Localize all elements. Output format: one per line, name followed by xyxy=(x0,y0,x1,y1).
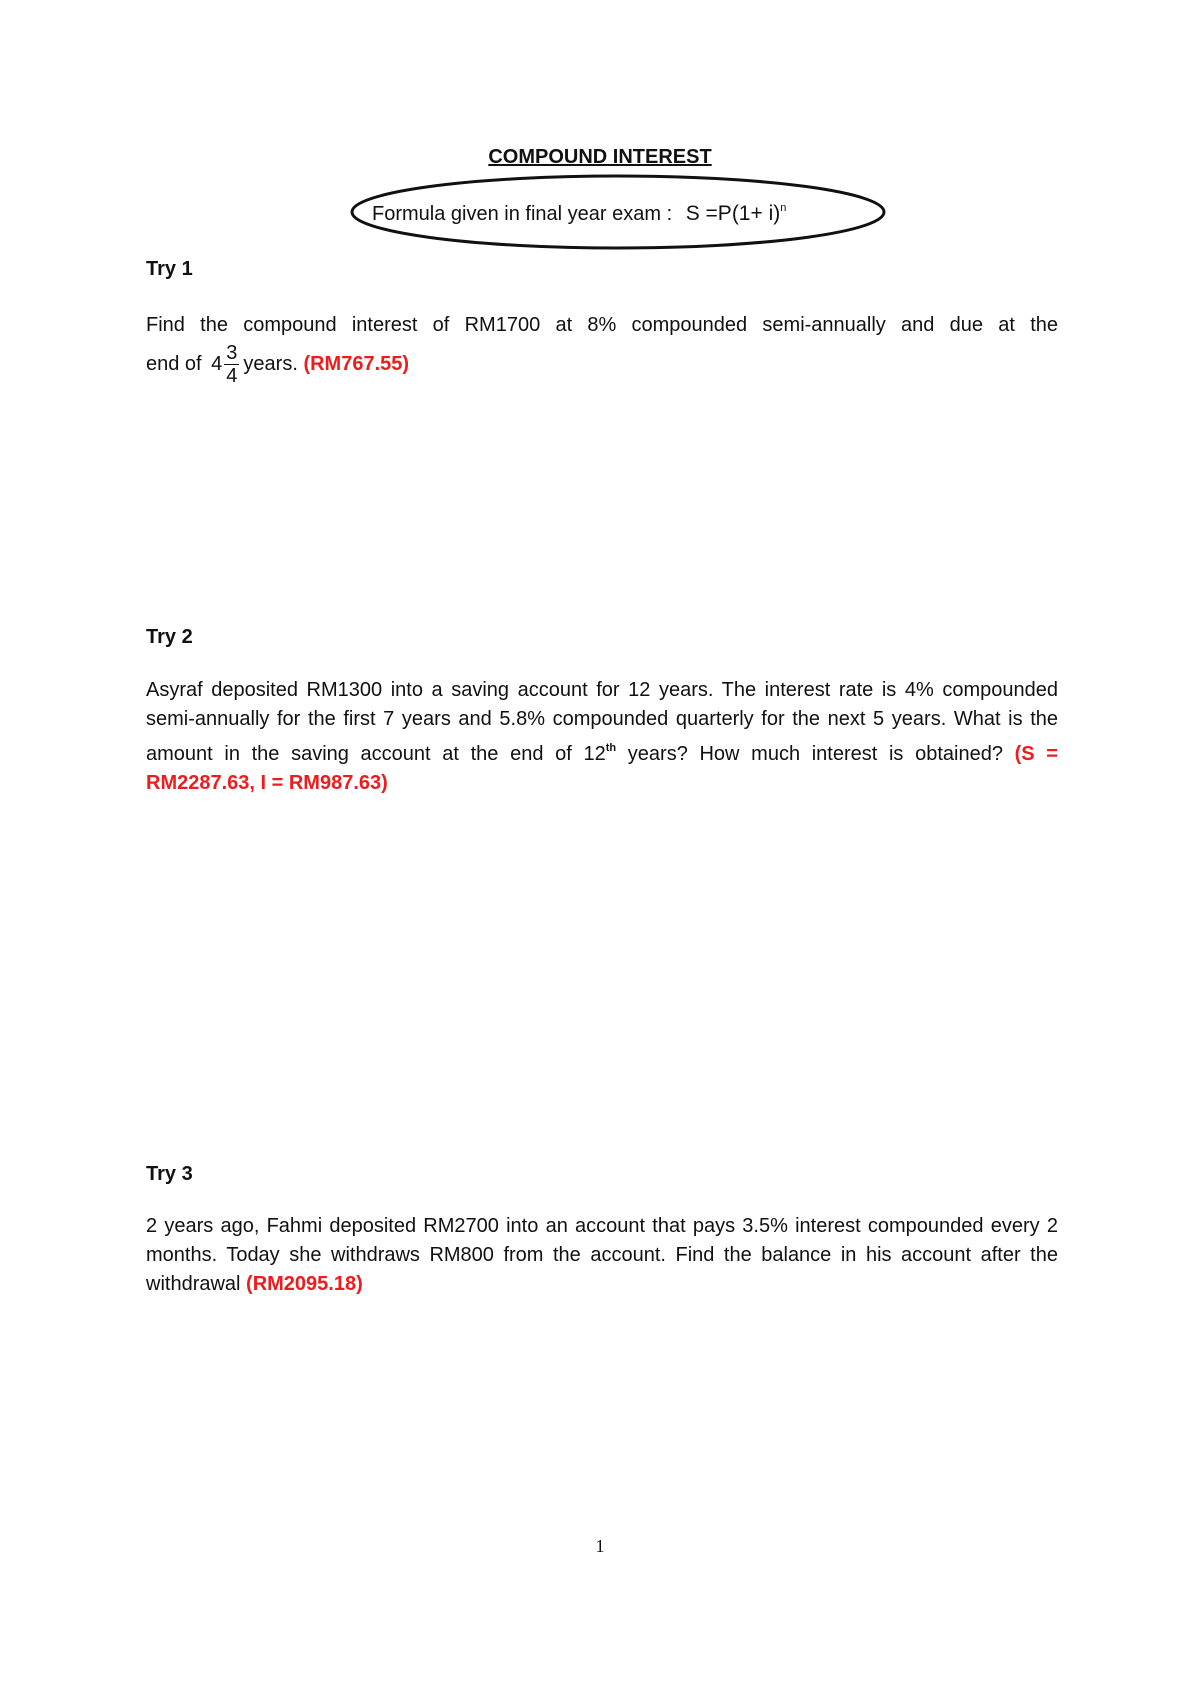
try2-text-a: Asyraf deposited RM1300 into a saving account for 12 years. The interest rate is 4% compounded semi-annually for the first 7 years and 5.8% compounded quarterly for the next 5 years. What is the amount in the saving account at the end of 12 xyxy=(146,679,1058,765)
try1-line1: Find the compound interest of RM1700 at 8% compounded semi-annually and due at the xyxy=(146,314,1058,336)
formula-expression xyxy=(686,202,787,225)
try1-question xyxy=(146,311,1058,387)
try3-question xyxy=(146,1212,1058,1299)
formula-exponent: n xyxy=(780,202,787,214)
try1-denominator: 4 xyxy=(226,365,238,387)
try2-heading: Try 2 xyxy=(146,626,193,648)
try2-text-b: years? How much interest is obtained? xyxy=(616,743,1003,765)
page-title: COMPOUND INTEREST xyxy=(488,146,712,168)
try2-answer: (S = RM2287.63, I = RM987.63) xyxy=(146,743,1058,794)
try1-fraction xyxy=(224,342,239,387)
formula-box xyxy=(372,202,786,226)
try2-question xyxy=(146,676,1058,798)
try1-numerator: 3 xyxy=(226,342,238,364)
try1-heading: Try 1 xyxy=(146,258,193,280)
page-number: 1 xyxy=(595,1536,605,1556)
try3-answer: (RM2095.18) xyxy=(246,1273,363,1295)
try1-text-prefix: end of xyxy=(146,352,202,375)
try3-heading: Try 3 xyxy=(146,1163,193,1185)
try1-mixed-whole: 4 xyxy=(211,352,223,375)
try2-sup: th xyxy=(605,742,617,754)
try1-line2 xyxy=(146,342,1058,387)
try3-text: 2 years ago, Fahmi deposited RM2700 into an account that pays 3.5% interest compounded every 2 months. Today she withdraws RM800 from the account. Find the balance in his account after the withdrawal xyxy=(146,1215,1058,1295)
formula-expression-text: S =P(1+ i) xyxy=(685,202,781,225)
try1-text-suffix: years. xyxy=(243,352,298,375)
formula-label: Formula given in final year exam : xyxy=(372,203,673,225)
try1-answer: (RM767.55) xyxy=(303,352,410,375)
